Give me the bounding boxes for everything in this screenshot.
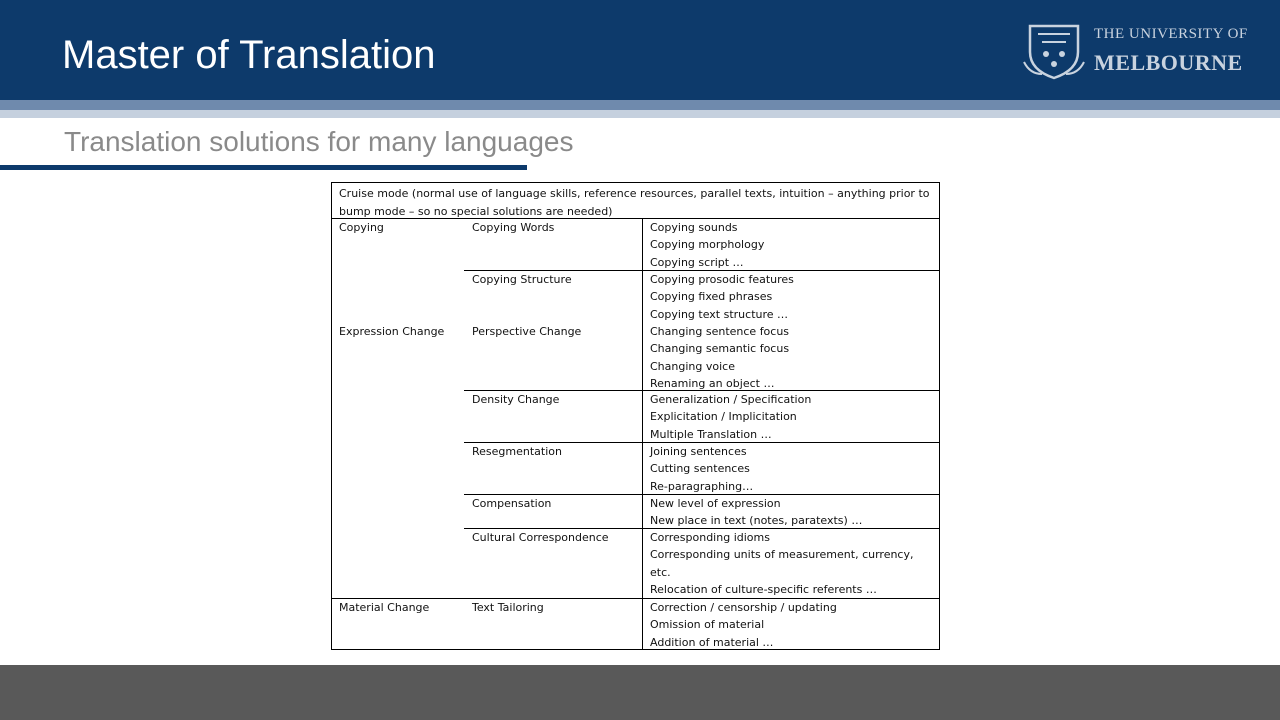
cruise-mode-cell: Cruise mode (normal use of language skills, reference resources, parallel texts, intuition – anything prior to bump mode – so no special solutions are needed) [339, 187, 930, 218]
category-material-change: Material Change [339, 601, 430, 614]
group-items [650, 599, 837, 651]
university-logo [1022, 22, 1252, 80]
translation-solutions-table [331, 182, 940, 650]
solution-item: Relocation of culture-specific referents … [650, 582, 877, 596]
category-expression-change: Expression Change [339, 325, 445, 338]
group-items [650, 391, 811, 443]
solution-item: Cutting sentences [650, 462, 750, 476]
solution-item: Copying text structure … [650, 307, 789, 321]
header-stripe [0, 100, 1280, 110]
group-name: Copying Structure [472, 273, 572, 286]
group-name: Cultural Correspondence [472, 531, 609, 544]
logo-text-line1: THE UNIVERSITY OF [1094, 26, 1248, 42]
group-name: Perspective Change [472, 325, 582, 338]
solution-item: Generalization / Specification [650, 393, 812, 406]
solution-item: Copying morphology [650, 238, 765, 252]
solution-item: Copying sounds [650, 221, 738, 234]
slide-subtitle: Translation solutions for many languages [64, 126, 574, 157]
solution-item: Corresponding idioms [650, 531, 770, 544]
solution-item: Renaming an object … [650, 376, 775, 390]
group-name: Copying Words [472, 221, 555, 234]
group-name: Compensation [472, 497, 552, 510]
footer-bar [0, 665, 1280, 720]
group-items [650, 529, 914, 598]
group-name: Resegmentation [472, 445, 562, 458]
solution-item: Re-paragraphing… [650, 479, 754, 493]
solution-item: Addition of material … [650, 635, 774, 649]
logo-text-line2: MELBOURNE [1094, 50, 1243, 75]
table-rule [332, 218, 939, 219]
university-crest-icon [1022, 22, 1086, 80]
solution-item: Copying script … [650, 255, 744, 269]
solution-item: Multiple Translation … [650, 427, 772, 441]
table-column-rule [642, 218, 643, 649]
group-name: Text Tailoring [472, 601, 544, 614]
header-light-stripe [0, 110, 1280, 118]
solution-item: Joining sentences [650, 445, 747, 458]
group-items [650, 443, 753, 495]
group-name: Density Change [472, 393, 560, 406]
solution-item: Changing sentence focus [650, 325, 790, 338]
solution-item: New place in text (notes, paratexts) … [650, 514, 863, 528]
solution-item: Explicitation / Implicitation [650, 410, 797, 424]
solution-item: Changing semantic focus [650, 342, 790, 356]
solution-item: Omission of material [650, 618, 765, 632]
solution-item: Copying prosodic features [650, 273, 794, 286]
solution-item: etc. [650, 565, 671, 579]
category-copying: Copying [339, 221, 384, 234]
subtitle-underline [0, 165, 527, 170]
solution-item: Changing voice [650, 359, 735, 373]
group-items [650, 323, 789, 392]
solution-item: Copying fixed phrases [650, 290, 773, 304]
solution-item: Corresponding units of measurement, currency, [650, 548, 914, 562]
solution-item: New level of expression [650, 497, 781, 510]
header-bar [0, 0, 1280, 100]
group-items [650, 271, 794, 323]
slide-title: Master of Translation [62, 33, 436, 77]
group-items [650, 219, 764, 271]
group-items [650, 495, 862, 530]
solution-item: Correction / censorship / updating [650, 601, 837, 614]
